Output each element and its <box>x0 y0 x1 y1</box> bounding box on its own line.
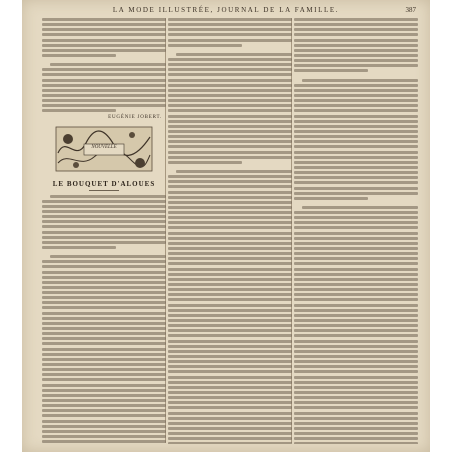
paragraph <box>168 53 292 164</box>
paragraph <box>294 206 418 444</box>
text-column-left <box>42 18 166 444</box>
title-rule <box>89 190 119 191</box>
paragraph <box>42 18 166 57</box>
author-signature: EUGÉNIE JOBERT. <box>108 114 162 120</box>
page-number: 387 <box>405 6 416 14</box>
paragraph <box>42 255 166 444</box>
paragraph <box>294 79 418 200</box>
paragraph <box>168 170 292 444</box>
paragraph <box>42 195 166 249</box>
paragraph <box>168 18 292 47</box>
paragraph <box>42 63 166 112</box>
text-column-middle <box>168 18 292 444</box>
paragraph <box>294 18 418 72</box>
running-title: LA MODE ILLUSTRÉE, JOURNAL DE LA FAMILLE. <box>112 6 340 14</box>
story-title: LE BOUQUET D'ALOUES <box>52 179 156 188</box>
magazine-page <box>22 0 430 452</box>
text-column-right <box>294 18 418 444</box>
